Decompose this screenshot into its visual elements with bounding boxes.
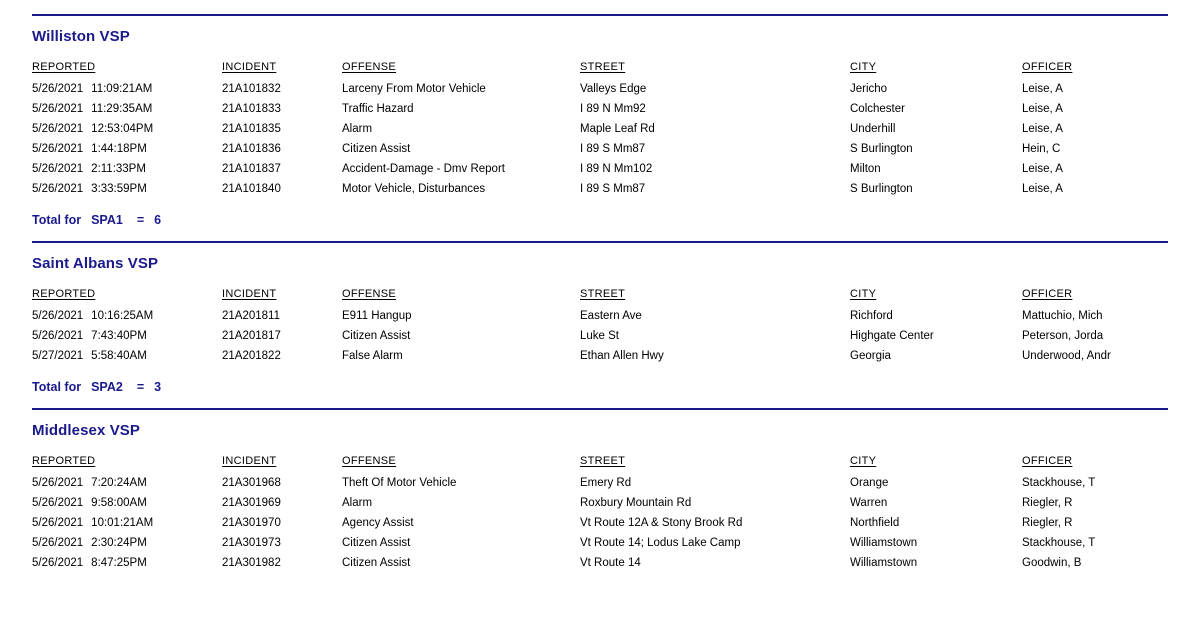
reported-time: 7:20:24AM bbox=[91, 477, 147, 489]
cell-street: Maple Leaf Rd bbox=[580, 123, 655, 135]
cell-reported bbox=[32, 306, 222, 326]
column-header-incident bbox=[222, 455, 342, 473]
column-header-label: OFFICER bbox=[1022, 61, 1073, 73]
cell-incident: 21A301968 bbox=[222, 477, 281, 489]
cell-reported bbox=[32, 139, 222, 159]
column-header-city bbox=[850, 455, 1022, 473]
cell-city: S Burlington bbox=[850, 143, 913, 155]
column-header-officer bbox=[1022, 288, 1194, 306]
reported-date: 5/26/2021 bbox=[32, 477, 84, 489]
cell-reported bbox=[32, 553, 222, 573]
cell-offense: False Alarm bbox=[342, 350, 403, 362]
total-label: Total for bbox=[32, 380, 82, 394]
incident-table bbox=[32, 288, 1194, 366]
table-row bbox=[32, 99, 1194, 119]
cell-offense: Citizen Assist bbox=[342, 330, 411, 342]
report-section bbox=[32, 408, 1168, 573]
column-header-label: REPORTED bbox=[32, 455, 96, 467]
cell-offense: Citizen Assist bbox=[342, 537, 411, 549]
cell-city: Orange bbox=[850, 477, 889, 489]
title-table-gap bbox=[32, 272, 1168, 288]
reported-time: 2:30:24PM bbox=[91, 537, 147, 549]
cell-street: Eastern Ave bbox=[580, 310, 642, 322]
column-header-label: INCIDENT bbox=[222, 455, 277, 467]
table-row bbox=[32, 533, 1194, 553]
reported-date: 5/26/2021 bbox=[32, 123, 84, 135]
cell-city: Highgate Center bbox=[850, 330, 934, 342]
cell-offense: Agency Assist bbox=[342, 517, 414, 529]
table-row bbox=[32, 79, 1194, 99]
section-total bbox=[32, 380, 1168, 394]
table-row bbox=[32, 306, 1194, 326]
table-row bbox=[32, 139, 1194, 159]
column-header-label: OFFICER bbox=[1022, 455, 1073, 467]
column-header-label: CITY bbox=[850, 61, 877, 73]
cell-incident: 21A301969 bbox=[222, 497, 281, 509]
cell-city: Northfield bbox=[850, 517, 900, 529]
table-row bbox=[32, 179, 1194, 199]
column-header-officer bbox=[1022, 61, 1194, 79]
column-header-label: CITY bbox=[850, 455, 877, 467]
cell-offense: Alarm bbox=[342, 497, 373, 509]
report-section bbox=[32, 14, 1168, 227]
cell-street: Ethan Allen Hwy bbox=[580, 350, 664, 362]
reported-time: 2:11:33PM bbox=[91, 163, 146, 175]
cell-city: Underhill bbox=[850, 123, 896, 135]
cell-incident: 21A301982 bbox=[222, 557, 281, 569]
cell-offense: Citizen Assist bbox=[342, 143, 411, 155]
cell-reported bbox=[32, 473, 222, 493]
cell-officer: Stackhouse, T bbox=[1022, 477, 1096, 489]
cell-reported bbox=[32, 326, 222, 346]
column-header-street bbox=[580, 455, 850, 473]
cell-offense: Traffic Hazard bbox=[342, 103, 414, 115]
column-header-label: STREET bbox=[580, 61, 626, 73]
cell-street: Luke St bbox=[580, 330, 619, 342]
cell-officer: Leise, A bbox=[1022, 163, 1063, 175]
cell-street: I 89 S Mm87 bbox=[580, 143, 646, 155]
cell-officer: Goodwin, B bbox=[1022, 557, 1082, 569]
cell-incident: 21A101832 bbox=[222, 83, 281, 95]
cell-incident: 21A201817 bbox=[222, 330, 281, 342]
section-title: Saint Albans VSP bbox=[32, 255, 159, 272]
cell-city: Colchester bbox=[850, 103, 905, 115]
column-header-officer bbox=[1022, 455, 1194, 473]
reported-time: 8:47:25PM bbox=[91, 557, 147, 569]
column-header-label: REPORTED bbox=[32, 61, 96, 73]
section-title: Middlesex VSP bbox=[32, 422, 141, 439]
column-header-reported bbox=[32, 288, 222, 306]
cell-officer: Hein, C bbox=[1022, 143, 1061, 155]
total-value: 3 bbox=[154, 380, 162, 394]
table-row bbox=[32, 513, 1194, 533]
table-row bbox=[32, 493, 1194, 513]
total-key: SPA1 bbox=[91, 213, 123, 227]
reported-time: 12:53:04PM bbox=[91, 123, 154, 135]
reported-date: 5/26/2021 bbox=[32, 330, 84, 342]
cell-street: Vt Route 12A & Stony Brook Rd bbox=[580, 517, 743, 529]
column-header-city bbox=[850, 288, 1022, 306]
column-header-label: CITY bbox=[850, 288, 877, 300]
cell-officer: Leise, A bbox=[1022, 123, 1063, 135]
section-total bbox=[32, 213, 1168, 227]
cell-offense: Motor Vehicle, Disturbances bbox=[342, 183, 486, 195]
total-value: 6 bbox=[154, 213, 162, 227]
column-header-offense bbox=[342, 61, 580, 79]
cell-offense: Theft Of Motor Vehicle bbox=[342, 477, 457, 489]
section-title: Williston VSP bbox=[32, 28, 130, 45]
cell-incident: 21A201811 bbox=[222, 310, 280, 322]
reported-time: 11:29:35AM bbox=[91, 103, 153, 115]
cell-street: Vt Route 14; Lodus Lake Camp bbox=[580, 537, 741, 549]
table-row bbox=[32, 473, 1194, 493]
cell-offense: Accident-Damage - Dmv Report bbox=[342, 163, 505, 175]
column-header-label: OFFENSE bbox=[342, 61, 397, 73]
cell-officer: Peterson, Jorda bbox=[1022, 330, 1104, 342]
column-header-label: OFFENSE bbox=[342, 455, 397, 467]
cell-city: Milton bbox=[850, 163, 881, 175]
reported-time: 9:58:00AM bbox=[91, 497, 147, 509]
cell-incident: 21A101836 bbox=[222, 143, 281, 155]
cell-city: Williamstown bbox=[850, 557, 918, 569]
total-label: Total for bbox=[32, 213, 82, 227]
cell-incident: 21A101835 bbox=[222, 123, 281, 135]
cell-officer: Stackhouse, T bbox=[1022, 537, 1096, 549]
reported-date: 5/27/2021 bbox=[32, 350, 84, 362]
table-header-row bbox=[32, 455, 1194, 473]
cell-officer: Leise, A bbox=[1022, 183, 1063, 195]
cell-city: Jericho bbox=[850, 83, 888, 95]
table-header-row bbox=[32, 61, 1194, 79]
total-equals: = bbox=[136, 213, 145, 227]
reported-date: 5/26/2021 bbox=[32, 143, 84, 155]
section-divider bbox=[32, 14, 1168, 16]
column-header-label: OFFENSE bbox=[342, 288, 397, 300]
table-row bbox=[32, 326, 1194, 346]
section-divider bbox=[32, 408, 1168, 410]
cell-reported bbox=[32, 79, 222, 99]
cell-street: Emery Rd bbox=[580, 477, 632, 489]
cell-street: I 89 S Mm87 bbox=[580, 183, 646, 195]
reported-date: 5/26/2021 bbox=[32, 497, 84, 509]
cell-reported bbox=[32, 179, 222, 199]
title-table-gap bbox=[32, 45, 1168, 61]
cell-reported bbox=[32, 119, 222, 139]
column-header-reported bbox=[32, 61, 222, 79]
cell-city: S Burlington bbox=[850, 183, 913, 195]
column-header-city bbox=[850, 61, 1022, 79]
cell-city: Warren bbox=[850, 497, 888, 509]
cell-officer: Riegler, R bbox=[1022, 497, 1073, 509]
cell-reported bbox=[32, 513, 222, 533]
column-header-street bbox=[580, 288, 850, 306]
cell-street: Valleys Edge bbox=[580, 83, 647, 95]
reported-time: 3:33:59PM bbox=[91, 183, 147, 195]
reported-time: 10:16:25AM bbox=[91, 310, 154, 322]
cell-incident: 21A201822 bbox=[222, 350, 281, 362]
column-header-reported bbox=[32, 455, 222, 473]
cell-street: Roxbury Mountain Rd bbox=[580, 497, 692, 509]
column-header-label: REPORTED bbox=[32, 288, 96, 300]
cell-street: I 89 N Mm92 bbox=[580, 103, 646, 115]
section-divider bbox=[32, 241, 1168, 243]
top-spacer bbox=[32, 0, 1168, 14]
reported-time: 10:01:21AM bbox=[91, 517, 154, 529]
column-header-label: INCIDENT bbox=[222, 288, 277, 300]
reported-time: 7:43:40PM bbox=[91, 330, 147, 342]
cell-city: Williamstown bbox=[850, 537, 918, 549]
cell-officer: Underwood, Andr bbox=[1022, 350, 1111, 362]
column-header-offense bbox=[342, 455, 580, 473]
cell-reported bbox=[32, 159, 222, 179]
table-row bbox=[32, 119, 1194, 139]
reported-time: 11:09:21AM bbox=[91, 83, 153, 95]
cell-street: Vt Route 14 bbox=[580, 557, 641, 569]
reported-date: 5/26/2021 bbox=[32, 310, 84, 322]
column-header-label: OFFICER bbox=[1022, 288, 1073, 300]
column-header-offense bbox=[342, 288, 580, 306]
table-header-row bbox=[32, 288, 1194, 306]
cell-city: Georgia bbox=[850, 350, 891, 362]
cell-incident: 21A301970 bbox=[222, 517, 281, 529]
reported-date: 5/26/2021 bbox=[32, 183, 84, 195]
column-header-incident bbox=[222, 61, 342, 79]
cell-reported bbox=[32, 533, 222, 553]
total-key: SPA2 bbox=[91, 380, 123, 394]
cell-incident: 21A101833 bbox=[222, 103, 281, 115]
incident-table bbox=[32, 455, 1194, 573]
cell-officer: Mattuchio, Mich bbox=[1022, 310, 1103, 322]
reported-date: 5/26/2021 bbox=[32, 163, 84, 175]
cell-reported bbox=[32, 346, 222, 366]
table-row bbox=[32, 553, 1194, 573]
cell-offense: Alarm bbox=[342, 123, 373, 135]
column-header-incident bbox=[222, 288, 342, 306]
cell-offense: Citizen Assist bbox=[342, 557, 411, 569]
cell-reported bbox=[32, 99, 222, 119]
cell-incident: 21A101840 bbox=[222, 183, 281, 195]
cell-officer: Leise, A bbox=[1022, 83, 1063, 95]
cell-incident: 21A301973 bbox=[222, 537, 281, 549]
reported-time: 1:44:18PM bbox=[91, 143, 147, 155]
title-table-gap bbox=[32, 439, 1168, 455]
reported-date: 5/26/2021 bbox=[32, 83, 84, 95]
sections-container bbox=[32, 14, 1168, 573]
cell-officer: Leise, A bbox=[1022, 103, 1063, 115]
table-row bbox=[32, 159, 1194, 179]
cell-officer: Riegler, R bbox=[1022, 517, 1073, 529]
reported-date: 5/26/2021 bbox=[32, 517, 84, 529]
reported-date: 5/26/2021 bbox=[32, 103, 84, 115]
total-equals: = bbox=[136, 380, 145, 394]
table-row bbox=[32, 346, 1194, 366]
cell-incident: 21A101837 bbox=[222, 163, 281, 175]
cell-city: Richford bbox=[850, 310, 893, 322]
reported-time: 5:58:40AM bbox=[91, 350, 147, 362]
cell-offense: Larceny From Motor Vehicle bbox=[342, 83, 486, 95]
column-header-label: STREET bbox=[580, 288, 626, 300]
cell-street: I 89 N Mm102 bbox=[580, 163, 653, 175]
reported-date: 5/26/2021 bbox=[32, 557, 84, 569]
cell-reported bbox=[32, 493, 222, 513]
incident-table bbox=[32, 61, 1194, 199]
cell-offense: E911 Hangup bbox=[342, 310, 412, 322]
report-section bbox=[32, 241, 1168, 394]
column-header-street bbox=[580, 61, 850, 79]
column-header-label: STREET bbox=[580, 455, 626, 467]
reported-date: 5/26/2021 bbox=[32, 537, 84, 549]
column-header-label: INCIDENT bbox=[222, 61, 277, 73]
